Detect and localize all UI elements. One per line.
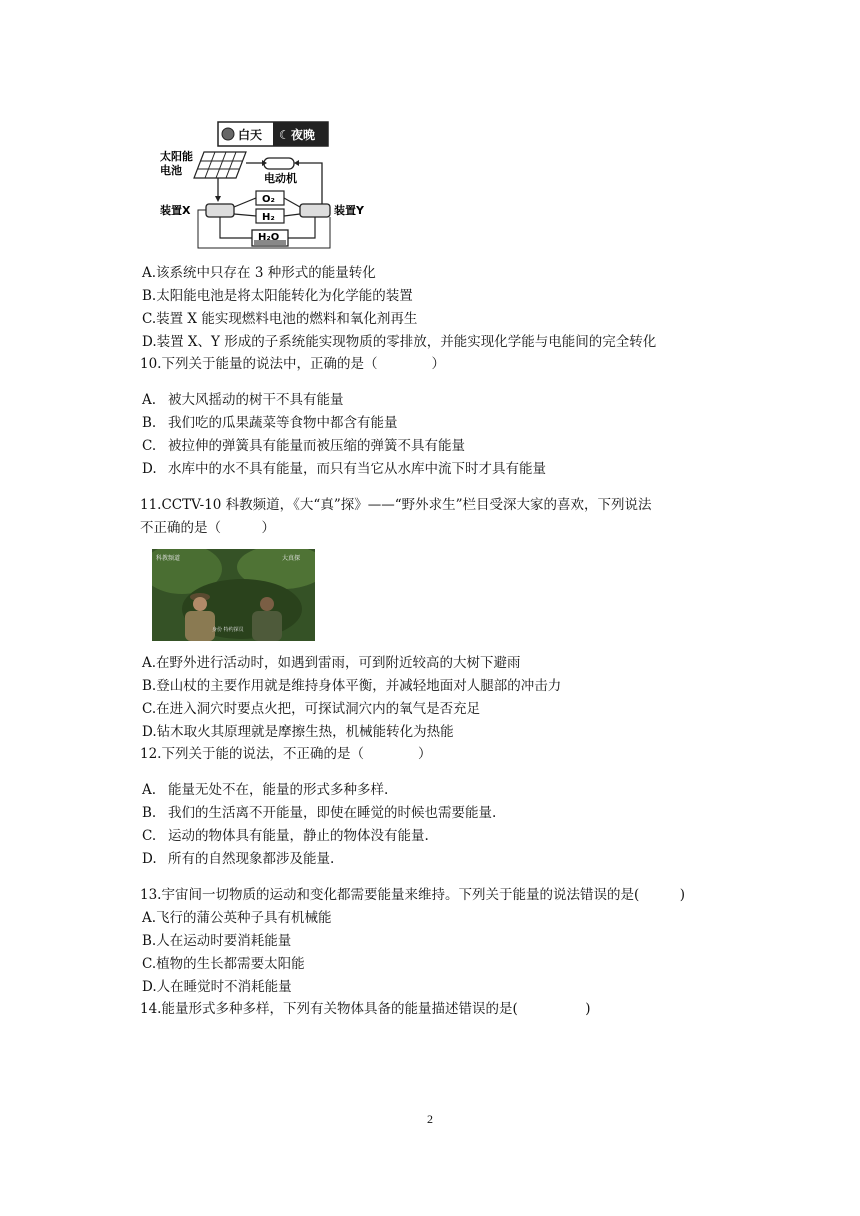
solar-label-2: 电池 <box>160 164 182 177</box>
photo-logo-right: 大真探 <box>282 555 301 562</box>
h2o-label: H₂O <box>258 232 280 243</box>
wilderness-photo <box>152 549 315 641</box>
q10-option-c <box>142 437 465 455</box>
device-x-icon <box>206 204 234 217</box>
q13-stem: 13.宇宙间一切物质的运动和变化都需要能量来维持。下列关于能量的说法错误的是( ) <box>140 887 686 903</box>
q9-option-d: D.装置 X、Y 形成的子系统能实现物质的零排放，并能实现化学能与电能间的完全转化 <box>142 334 657 350</box>
q14-stem: 14.能量形式多种多样，下列有关物体具备的能量描述错误的是( ) <box>140 1001 591 1017</box>
photo-caption: 身份 特约探员 <box>212 627 244 633</box>
q10-option-b <box>142 414 398 432</box>
q10-stem: 10.下列关于能量的说法中，正确的是（ ） <box>140 356 445 372</box>
solar-label-1: 太阳能 <box>160 150 193 163</box>
device-y-label: 装置Y <box>334 204 364 217</box>
q13-option-b: B.人在运动时要消耗能量 <box>142 933 292 949</box>
option-text: 我们吃的瓜果蔬菜等食物中都含有能量 <box>168 415 398 431</box>
q10-option-d <box>142 460 546 478</box>
option-text: 能量无处不在，能量的形式多种多样. <box>168 782 389 798</box>
q9-option-a: A.该系统中只存在 3 种形式的能量转化 <box>142 265 376 281</box>
option-letter: D. <box>142 851 157 867</box>
motor-icon <box>264 158 294 169</box>
option-text: 被拉伸的弹簧具有能量而被压缩的弹簧不具有能量 <box>168 438 465 454</box>
q11-option-b: B.登山杖的主要作用就是维持身体平衡，并减轻地面对人腿部的冲击力 <box>142 678 562 694</box>
q13-option-d: D.人在睡觉时不消耗能量 <box>142 979 292 995</box>
q11-stem-line-2: 不正确的是（ ） <box>140 520 275 536</box>
device-y-icon <box>300 204 330 217</box>
h2-label: H₂ <box>262 212 275 223</box>
option-letter: D. <box>142 461 157 477</box>
o2-label: O₂ <box>262 194 275 205</box>
option-letter: C. <box>142 438 157 454</box>
photo-logo-left: 科教频道 <box>156 555 181 562</box>
option-text: 所有的自然现象都涉及能量. <box>168 851 335 867</box>
q11-option-c: C.在进入洞穴时要点火把，可探试洞穴内的氧气是否充足 <box>142 701 481 717</box>
option-text: 被大风摇动的树干不具有能量 <box>168 392 344 408</box>
q9-option-c: C.装置 X 能实现燃料电池的燃料和氧化剂再生 <box>142 311 418 327</box>
moon-icon: ☾ <box>279 128 290 142</box>
option-letter: B. <box>142 415 157 431</box>
q12-option-b <box>142 804 496 822</box>
page-number: 2 <box>427 1112 433 1126</box>
q10-option-a <box>142 391 344 409</box>
q11-stem-line-1: 11.CCTV-10 科教频道，《大“真”探》——“野外求生”栏目受深大家的喜欢，下列说法 <box>140 497 652 513</box>
q12-option-d <box>142 850 334 868</box>
q11-option-a: A.在野外进行活动时，如遇到雷雨，可到附近较高的大树下避雨 <box>142 655 521 671</box>
q11-option-d: D.钻木取火其原理就是摩擦生热，机械能转化为热能 <box>142 724 454 740</box>
option-letter: A. <box>142 392 157 408</box>
option-text: 运动的物体具有能量，静止的物体没有能量. <box>168 828 429 844</box>
q12-option-c <box>142 827 429 845</box>
energy-system-diagram <box>160 118 384 254</box>
day-label: 白天 <box>238 128 263 142</box>
solar-panel-icon <box>194 152 246 178</box>
q12-stem: 12.下列关于能的说法，不正确的是（ ） <box>140 746 432 762</box>
option-text: 我们的生活离不开能量，即使在睡觉的时候也需要能量. <box>168 805 497 821</box>
option-letter: B. <box>142 805 157 821</box>
night-label: 夜晚 <box>291 128 316 142</box>
option-letter: A. <box>142 782 157 798</box>
option-letter: C. <box>142 828 157 844</box>
q13-option-a: A.飞行的蒲公英种子具有机械能 <box>142 910 332 926</box>
device-x-label: 装置X <box>160 204 191 217</box>
option-text: 水库中的水不具有能量，而只有当它从水库中流下时才具有能量 <box>168 461 546 477</box>
q12-option-a <box>142 781 388 799</box>
q13-option-c: C.植物的生长都需要太阳能 <box>142 956 305 972</box>
motor-label: 电动机 <box>264 172 297 185</box>
q9-option-b: B.太阳能电池是将太阳能转化为化学能的装置 <box>142 288 413 304</box>
